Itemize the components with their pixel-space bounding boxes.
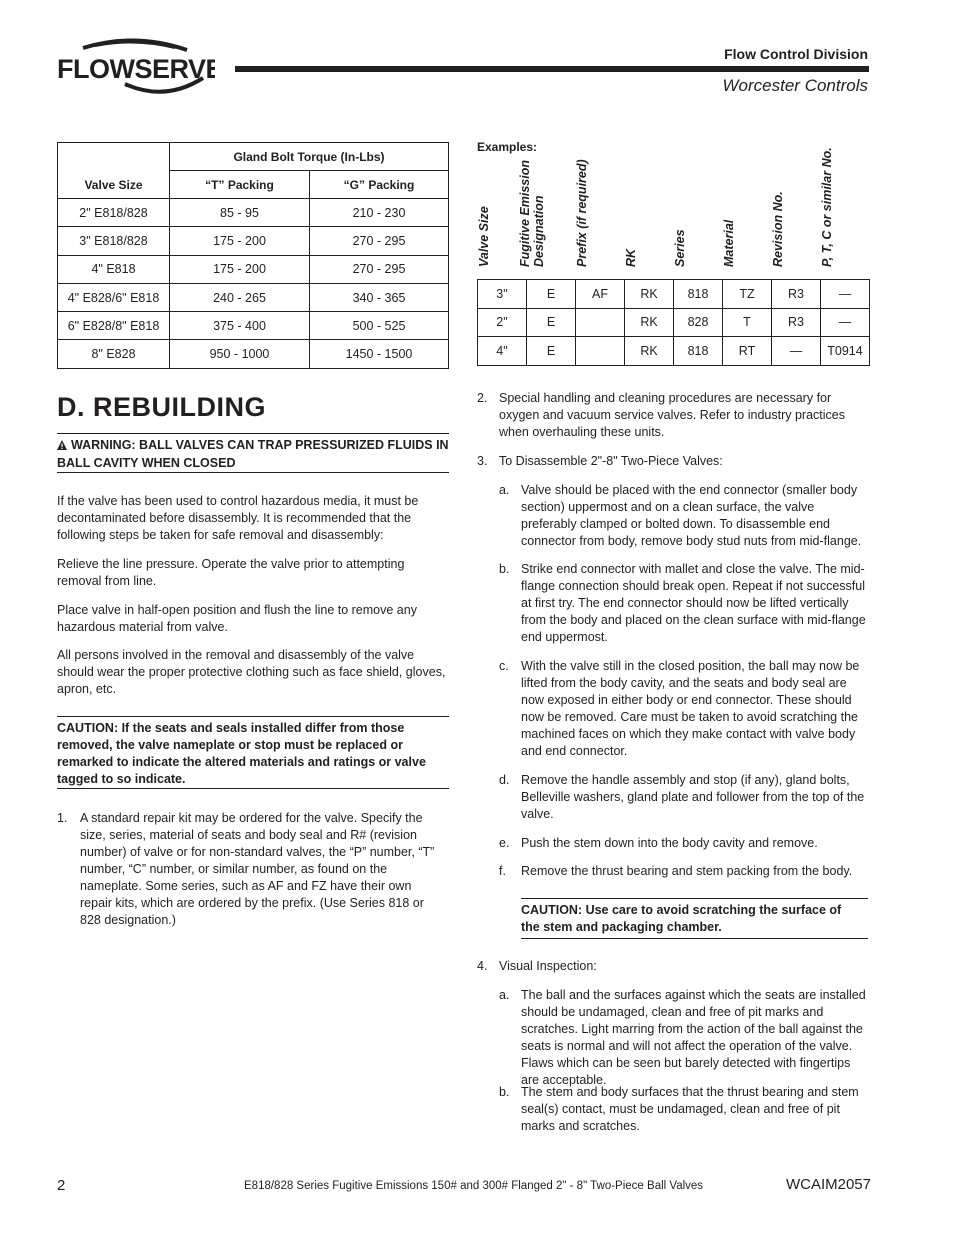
cell: 8" E828 [58, 340, 170, 368]
table-row [58, 227, 449, 255]
examples-table [477, 279, 870, 366]
warning-top-rule [57, 433, 449, 434]
page-number: 2 [57, 1177, 66, 1194]
cell: AF [576, 280, 625, 309]
cell: 240 - 265 [170, 283, 310, 311]
cell: RK [625, 337, 674, 366]
table-row [58, 283, 449, 311]
sub-3a-text: Valve should be placed with the end connector (smaller body section) uppermost and on a clean surface, the valve preferably clamped or bolted down. To disassemble end connector from body, remove body stud nuts from mid-flange. [521, 483, 862, 548]
sub-4a-text: The ball and the surfaces against which the seats are installed should be undamaged, clean and free of pit marks and scratches. Light marring from the action of the ball against the seats is normal and will not affect the operation of the valve. Flaws which can be seen but barely detected with fingertips are acceptable. [521, 988, 866, 1087]
item-2-number: 2. [477, 391, 488, 405]
header-prefix: Prefix (if required) [575, 159, 589, 267]
cell: 270 - 295 [310, 255, 449, 283]
cell: 375 - 400 [170, 312, 310, 340]
paragraph-protective-clothing: All persons involved in the removal and disassembly of the valve should wear the proper protective clothing such as face shield, gloves, apron, etc. [57, 648, 446, 696]
sub-4a-letter: a. [499, 988, 510, 1002]
sub-3b-letter: b. [499, 562, 510, 576]
table-row [58, 340, 449, 368]
cell: 175 - 200 [170, 255, 310, 283]
header-material: Material [722, 219, 736, 267]
sub-3f-letter: f. [499, 864, 506, 878]
examples-label: Examples: [477, 140, 538, 154]
header-series: Series [673, 229, 687, 267]
cell: 4" E818 [58, 255, 170, 283]
table-row [58, 199, 449, 227]
cell: 85 - 95 [170, 199, 310, 227]
torque-table [57, 142, 449, 369]
sub-3f-text: Remove the thrust bearing and stem packing from the body. [521, 864, 853, 878]
sub-3b-text: Strike end connector with mallet and close the valve. The mid-flange connection should break open. Repeat if not successful at first try. The end connector should now be lifted vertically from the body and placed on the clean surface with mid-flange end uppermost. [521, 562, 866, 644]
flowserve-logo [55, 38, 215, 100]
cell [576, 308, 625, 337]
table-row [478, 308, 870, 337]
table-row [478, 280, 870, 309]
sub-3c-text: With the valve still in the closed position, the ball may now be lifted from the body cavity, and the seats and body seal are now exposed in either body or end connector. These should now be removed. Care must be taken to avoid scratching the machined faces on which they make contact with valve body and end connector. [521, 659, 860, 758]
sub-3c-letter: c. [499, 659, 509, 673]
cell: T0914 [821, 337, 870, 366]
cell: 175 - 200 [170, 227, 310, 255]
item-1-repair-kit: A standard repair kit may be ordered for the valve. Specify the size, series, material of seats and body seal and R# (revision number) of valve or for non-standard valves, the “P” number, “T” number, “C” number, or similar number, as found on the nameplate. Some series, such as AF and FZ have their own repair kits, which are ordered by the prefix. (Use Series 818 or 828 designation.) [80, 811, 435, 927]
cell: RK [625, 308, 674, 337]
warning-line-2: BALL CAVITY WHEN CLOSED [57, 456, 236, 470]
paragraph-flush-line: Place valve in half-open position and flush the line to remove any hazardous material from valve. [57, 603, 417, 634]
cell [576, 337, 625, 366]
caution-nameplate: CAUTION: If the seats and seals installed differ from those removed, the valve nameplate or stop must be replaced or remarked to indicate the altered materials and ratings or valve tagged to so indicate. [57, 721, 426, 786]
warning-box [57, 437, 449, 472]
item-1-number: 1. [57, 811, 68, 825]
cell: RK [625, 280, 674, 309]
paragraph-relieve-pressure: Relieve the line pressure. Operate the valve prior to attempting removal from line. [57, 557, 405, 588]
cell: 950 - 1000 [170, 340, 310, 368]
sub-3d-letter: d. [499, 773, 510, 787]
cell: — [772, 337, 821, 366]
cell: 210 - 230 [310, 199, 449, 227]
item-2-special-handling: Special handling and cleaning procedures are necessary for oxygen and vacuum service valves. Refer to industry practices when overhauling these units. [499, 391, 845, 439]
sub-3e-text: Push the stem down into the body cavity and remove. [521, 836, 818, 850]
sub-3d-text: Remove the handle assembly and stop (if any), gland bolts, Belleville washers, gland plate and follower from the top of the valve. [521, 773, 865, 821]
caution-stem: CAUTION: Use care to avoid scratching the surface of the stem and packaging chamber. [521, 903, 842, 934]
cell: 500 - 525 [310, 312, 449, 340]
warning-triangle-icon [57, 438, 67, 455]
header-revision-no: Revision No. [771, 191, 785, 267]
doc-number: WCAIM2057 [785, 1176, 871, 1193]
cell: 3" E818/828 [58, 227, 170, 255]
cell: R3 [772, 308, 821, 337]
col-g-packing: “G” Packing [310, 171, 449, 199]
table-row [478, 337, 870, 366]
sub-4b-text: The stem and body surfaces that the thrust bearing and stem seal(s) contact, must be undamaged, clean and free of pit marks and scratches. [521, 1085, 859, 1133]
table-row [58, 255, 449, 283]
cell: E [527, 337, 576, 366]
item-3-number: 3. [477, 454, 488, 468]
cell: 4" E828/6" E818 [58, 283, 170, 311]
cell: 340 - 365 [310, 283, 449, 311]
cell: 270 - 295 [310, 227, 449, 255]
cell: — [821, 308, 870, 337]
sub-3a-letter: a. [499, 483, 510, 497]
sub-4b-letter: b. [499, 1085, 510, 1099]
cell: 3" [478, 280, 527, 309]
warning-line-1: WARNING: BALL VALVES CAN TRAP PRESSURIZED FLUIDS IN [57, 437, 449, 455]
cell: TZ [723, 280, 772, 309]
item-3-disassemble: To Disassemble 2"-8" Two-Piece Valves: [499, 454, 723, 468]
header-rk: RK [624, 248, 638, 267]
section-title: D. REBUILDING [57, 392, 266, 422]
cell: 818 [674, 337, 723, 366]
caution2-top-rule [521, 898, 868, 899]
paragraph-decontaminate: If the valve has been used to control hazardous media, it must be decontaminated before disassembly. It is recommended that the following steps be taken for safe removal and disassembly: [57, 494, 419, 542]
header-valve-size: Valve Size [477, 206, 491, 267]
col-t-packing: “T” Packing [170, 171, 310, 199]
item-4-number: 4. [477, 959, 488, 973]
cell: 1450 - 1500 [310, 340, 449, 368]
subdivision-title: Worcester Controls [722, 76, 868, 95]
cell: T [723, 308, 772, 337]
cell: R3 [772, 280, 821, 309]
warning-bottom-rule [57, 472, 449, 473]
cell: E [527, 280, 576, 309]
sub-3e-letter: e. [499, 836, 510, 850]
table-row [58, 312, 449, 340]
header-fugitive-emission: Fugitive Emission Designation [518, 160, 546, 267]
cell: RT [723, 337, 772, 366]
cell: E [527, 308, 576, 337]
cell: 828 [674, 308, 723, 337]
cell: 818 [674, 280, 723, 309]
item-4-visual-inspection: Visual Inspection: [499, 959, 597, 973]
cell: 6" E828/8" E818 [58, 312, 170, 340]
division-title: Flow Control Division [724, 46, 868, 62]
col-valve-size: Valve Size [58, 143, 170, 199]
logo-text: FLOWSERVE [57, 54, 215, 84]
caution2-bottom-rule [521, 938, 868, 939]
col-group-torque: Gland Bolt Torque (In-Lbs) [170, 143, 449, 171]
header-rule [235, 66, 869, 72]
caution-top-rule [57, 716, 449, 717]
caution-bottom-rule [57, 788, 449, 789]
cell: — [821, 280, 870, 309]
cell: 2" [478, 308, 527, 337]
header-ptc-no: P, T, C or similar No. [820, 147, 834, 267]
cell: 4" [478, 337, 527, 366]
footer-title: E818/828 Series Fugitive Emissions 150# and 300# Flanged 2" - 8" Two-Piece Ball Valves [244, 1180, 704, 1192]
cell: 2" E818/828 [58, 199, 170, 227]
